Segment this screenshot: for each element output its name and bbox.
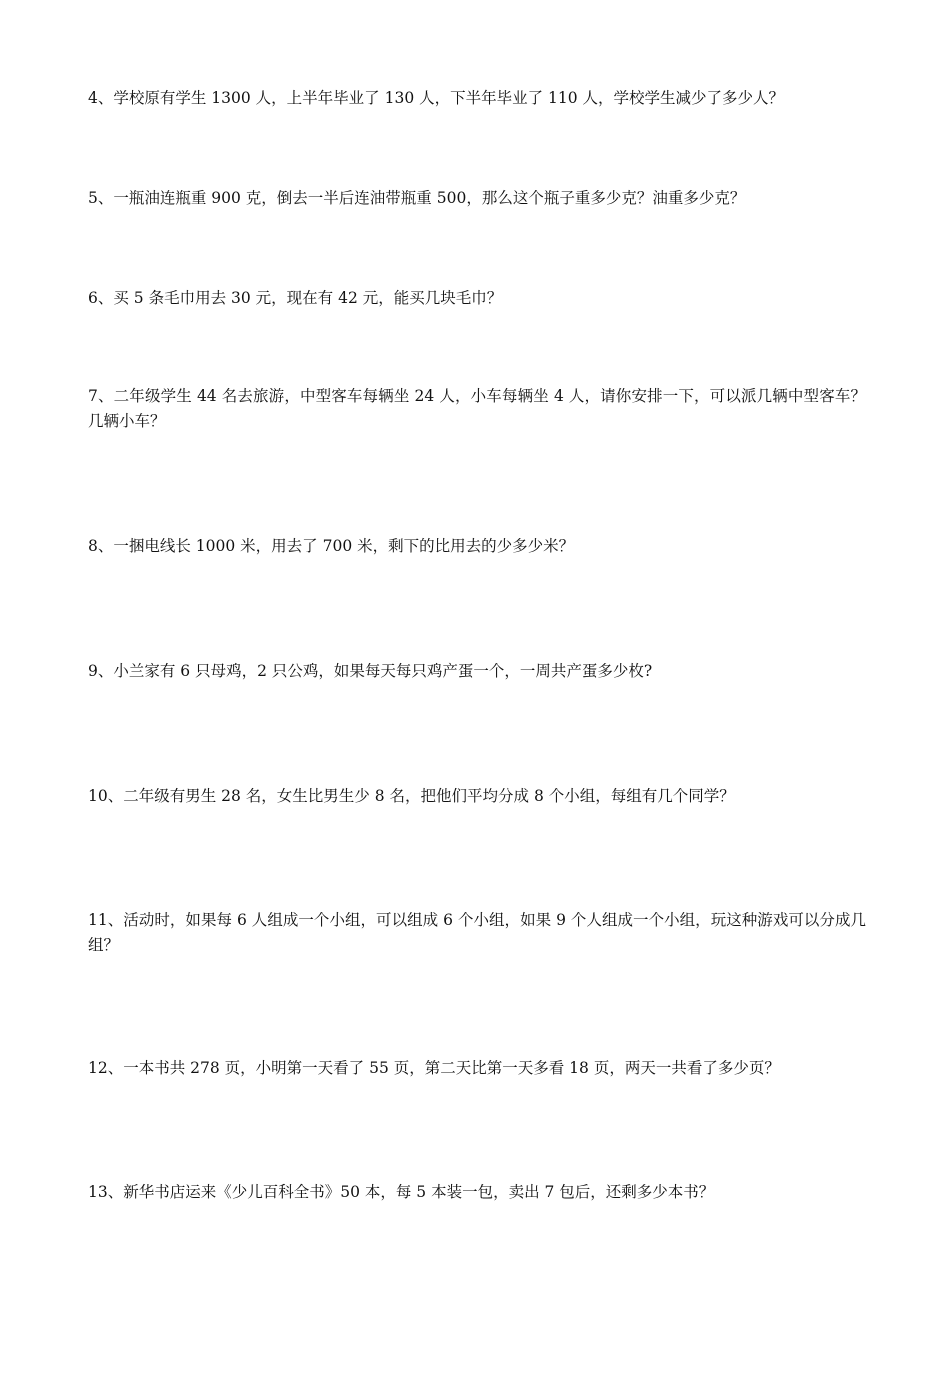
question-4: 4、学校原有学生 1300 人，上半年毕业了 130 人，下半年毕业了 110 人，学校学生减少了多少人？ xyxy=(88,89,785,107)
question-12: 12、一本书共 278 页，小明第一天看了 55 页，第二天比第一天多看 18 页，两天一共看了多少页？ xyxy=(88,1059,780,1077)
question-6: 6、买 5 条毛巾用去 30 元，现在有 42 元，能买几块毛巾？ xyxy=(88,289,503,307)
question-7: 7、二年级学生 44 名去旅游，中型客车每辆坐 24 人，小车每辆坐 4 人，请你安排一下，可以派几辆中型客车？几辆小车？ xyxy=(88,387,866,430)
question-8: 8、一捆电线长 1000 米，用去了 700 米，剩下的比用去的少多少米？ xyxy=(88,537,575,555)
question-13: 13、新华书店运来《少儿百科全书》50 本，每 5 本装一包，卖出 7 包后，还剩多少本书？ xyxy=(88,1183,715,1201)
question-5: 5、一瓶油连瓶重 900 克，倒去一半后连油带瓶重 500，那么这个瓶子重多少克？油重多少克？ xyxy=(88,189,746,207)
question-10: 10、二年级有男生 28 名，女生比男生少 8 名，把他们平均分成 8 个小组，每组有几个同学？ xyxy=(88,787,735,805)
question-9: 9、小兰家有 6 只母鸡，2 只公鸡，如果每天每只鸡产蛋一个，一周共产蛋多少枚? xyxy=(88,662,653,680)
question-11: 11、活动时，如果每 6 人组成一个小组，可以组成 6 个小组，如果 9 个人组成一个小组，玩这种游戏可以分成几组？ xyxy=(88,911,866,954)
